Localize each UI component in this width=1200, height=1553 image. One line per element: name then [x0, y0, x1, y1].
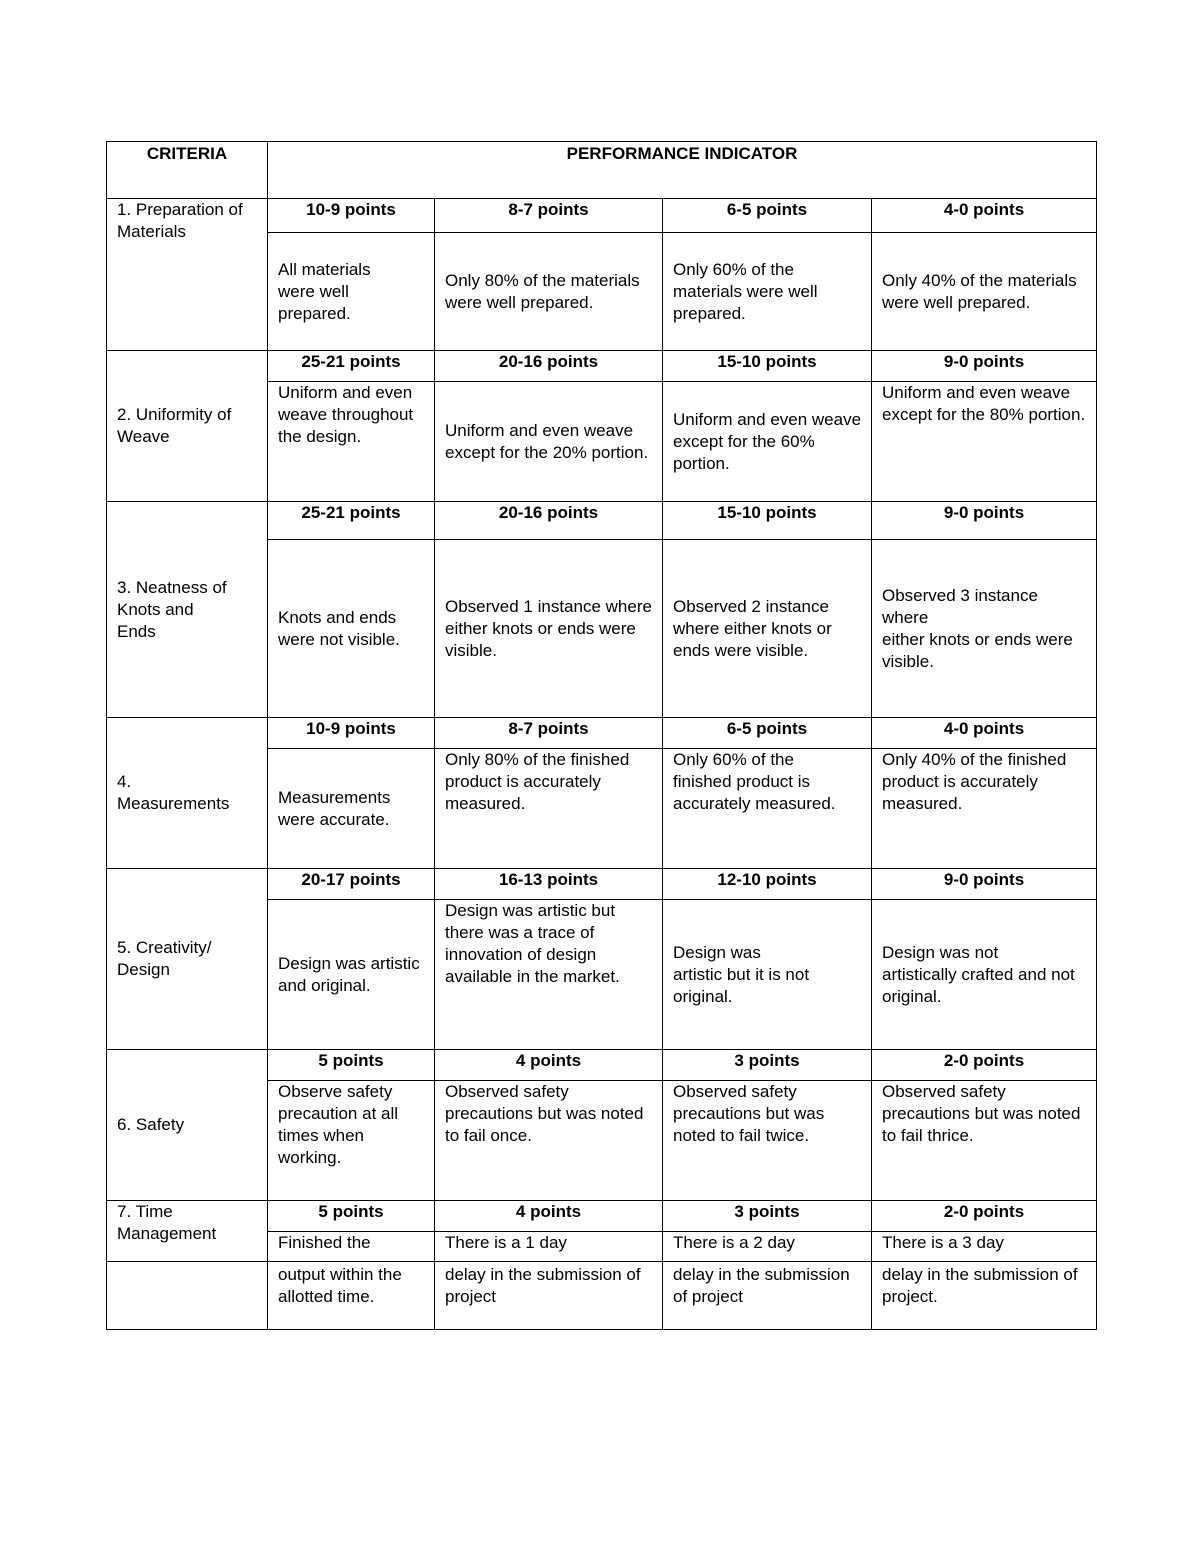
text-line: were well prepared.: [882, 292, 1031, 312]
points-cell: 15-10 points: [663, 351, 872, 382]
text-line: Materials: [117, 222, 186, 241]
text-line: available in the market.: [445, 967, 620, 986]
description-cell: [872, 749, 1097, 869]
points-cell: 25-21 points: [268, 502, 435, 540]
text-line: There is a 1 day: [445, 1233, 567, 1252]
description-cell: [663, 382, 872, 502]
text-line: delay in the submission of: [445, 1265, 641, 1284]
text-line: to fail thrice.: [882, 1126, 974, 1145]
description-cell: [435, 749, 663, 869]
points-cell: 20-16 points: [435, 351, 663, 382]
description-cell: [872, 1262, 1097, 1330]
text-line: were accurate.: [278, 809, 390, 829]
empty-criterion-cell: [107, 1262, 268, 1330]
description-cell: [663, 1081, 872, 1201]
text-line: Weave: [117, 427, 170, 446]
points-cell: 20-16 points: [435, 502, 663, 540]
text-line: measured.: [445, 794, 526, 813]
text-line: Only 40% of the materials: [882, 270, 1077, 290]
text-line: noted to fail twice.: [673, 1126, 810, 1145]
criterion-cell: [107, 869, 268, 1050]
description-cell: [435, 540, 663, 718]
text-line: measured.: [882, 794, 963, 813]
description-cell: [268, 749, 435, 869]
text-line: 1. Preparation of: [117, 200, 243, 219]
text-line: Design was: [673, 942, 761, 962]
performance-indicator-header: PERFORMANCE INDICATOR: [268, 142, 1097, 199]
description-cell: [268, 1232, 435, 1262]
text-line: Only 80% of the finished: [445, 750, 630, 769]
criterion-cell: [107, 718, 268, 869]
text-line: 5. Creativity/: [117, 938, 212, 957]
points-cell: 3 points: [663, 1050, 872, 1081]
text-line: where either knots or: [673, 618, 832, 638]
points-row: [107, 718, 1097, 749]
text-line: where: [882, 607, 929, 627]
description-cell: [872, 382, 1097, 502]
text-line: product is accurately: [445, 772, 601, 791]
text-line: precautions but was: [673, 1104, 825, 1123]
text-line: Knots and: [117, 599, 194, 619]
text-line: delay in the submission of: [882, 1265, 1078, 1284]
text-line: Measurements: [117, 794, 230, 813]
points-row: [107, 1201, 1097, 1232]
points-cell: 15-10 points: [663, 502, 872, 540]
text-line: innovation of design: [445, 945, 597, 964]
description-cell: [663, 233, 872, 351]
description-cell: [435, 900, 663, 1050]
text-line: Measurements: [278, 787, 391, 807]
description-cell: [435, 382, 663, 502]
text-line: artistically crafted and not: [882, 964, 1075, 984]
text-line: Observed safety: [445, 1082, 569, 1101]
points-cell: 5 points: [268, 1050, 435, 1081]
points-row: [107, 199, 1097, 233]
description-cell: [268, 382, 435, 502]
text-line: Observe safety: [278, 1082, 393, 1101]
text-line: Observed 2 instance: [673, 596, 829, 616]
text-line: visible.: [445, 640, 497, 660]
text-line: product is accurately: [882, 772, 1038, 791]
text-line: of project: [673, 1287, 743, 1306]
points-cell: 10-9 points: [268, 718, 435, 749]
text-line: There is a 3 day: [882, 1233, 1004, 1252]
rubric-body: [107, 142, 1097, 1330]
text-line: output within the: [278, 1265, 402, 1284]
text-line: 6. Safety: [117, 1115, 185, 1134]
text-line: delay in the submission: [673, 1265, 850, 1284]
points-cell: 20-17 points: [268, 869, 435, 900]
description-cell: [663, 749, 872, 869]
points-cell: 25-21 points: [268, 351, 435, 382]
text-line: Uniform and even weave: [445, 420, 634, 440]
text-line: either knots or ends were: [882, 629, 1073, 649]
text-line: were well prepared.: [445, 292, 594, 312]
text-line: portion.: [673, 453, 730, 473]
text-line: project: [445, 1287, 497, 1306]
points-cell: 12-10 points: [663, 869, 872, 900]
text-line: Observed 3 instance: [882, 585, 1038, 605]
text-line: Observed safety: [673, 1082, 797, 1101]
text-line: ends were visible.: [673, 640, 809, 660]
description-cell: [268, 540, 435, 718]
text-line: project.: [882, 1287, 938, 1306]
description-cell: [435, 1081, 663, 1201]
text-line: Management: [117, 1224, 217, 1243]
text-line: the design.: [278, 427, 362, 446]
text-line: precautions but was noted: [882, 1104, 1081, 1123]
points-cell: 8-7 points: [435, 718, 663, 749]
description-cell: [268, 900, 435, 1050]
text-line: Only 80% of the materials: [445, 270, 640, 290]
text-line: to fail once.: [445, 1126, 532, 1145]
description-cell: [663, 1262, 872, 1330]
rubric-table: [106, 141, 1097, 1330]
points-cell: 4-0 points: [872, 718, 1097, 749]
points-cell: 4-0 points: [872, 199, 1097, 233]
text-line: All materials: [278, 259, 371, 279]
text-line: precaution at all: [278, 1104, 399, 1123]
points-cell: 3 points: [663, 1201, 872, 1232]
text-line: prepared.: [278, 303, 351, 323]
text-line: Finished the: [278, 1233, 371, 1252]
text-line: Only 60% of the: [673, 259, 794, 279]
points-cell: 10-9 points: [268, 199, 435, 233]
description-cell: [872, 1232, 1097, 1262]
text-line: Knots and ends: [278, 607, 397, 627]
points-cell: 9-0 points: [872, 351, 1097, 382]
text-line: original.: [882, 986, 942, 1006]
text-line: were well: [278, 281, 349, 301]
criterion-cell: [107, 1050, 268, 1201]
text-line: except for the 80% portion.: [882, 405, 1086, 424]
text-line: There is a 2 day: [673, 1233, 795, 1252]
points-row: [107, 1050, 1097, 1081]
description-cell: [435, 233, 663, 351]
text-line: precautions but was noted: [445, 1104, 644, 1123]
text-line: 7. Time: [117, 1202, 173, 1221]
text-line: Ends: [117, 621, 156, 641]
points-cell: 9-0 points: [872, 869, 1097, 900]
points-row: [107, 502, 1097, 540]
text-line: original.: [673, 986, 733, 1006]
text-line: either knots or ends were: [445, 618, 636, 638]
description-cell: [268, 1081, 435, 1201]
text-line: and original.: [278, 975, 371, 995]
text-line: except for the 60%: [673, 431, 815, 451]
text-line: Design was artistic: [278, 953, 420, 973]
description-cell: [663, 1232, 872, 1262]
text-line: artistic but it is not: [673, 964, 810, 984]
criterion-cell: [107, 199, 268, 351]
text-line: times when: [278, 1126, 364, 1145]
description-continuation-row: [107, 1262, 1097, 1330]
text-line: allotted time.: [278, 1287, 375, 1306]
text-line: except for the 20% portion.: [445, 442, 649, 462]
text-line: Only 60% of the: [673, 750, 794, 769]
points-row: [107, 869, 1097, 900]
description-cell: [872, 540, 1097, 718]
points-cell: 16-13 points: [435, 869, 663, 900]
description-cell: [268, 233, 435, 351]
points-cell: 6-5 points: [663, 199, 872, 233]
description-cell: [268, 1262, 435, 1330]
text-line: Design: [117, 960, 170, 979]
description-cell: [663, 900, 872, 1050]
text-line: Uniform and even: [278, 383, 413, 402]
criteria-header: CRITERIA: [107, 142, 268, 199]
points-cell: 5 points: [268, 1201, 435, 1232]
points-cell: 6-5 points: [663, 718, 872, 749]
points-cell: 4 points: [435, 1050, 663, 1081]
text-line: materials were well: [673, 281, 818, 301]
description-cell: [663, 540, 872, 718]
text-line: visible.: [882, 651, 934, 671]
text-line: finished product is: [673, 772, 811, 791]
text-line: Design was artistic but: [445, 901, 616, 920]
text-line: there was a trace of: [445, 923, 595, 942]
criterion-cell: [107, 351, 268, 502]
text-line: 2. Uniformity of: [117, 405, 232, 424]
description-cell: [435, 1262, 663, 1330]
text-line: working.: [278, 1148, 342, 1167]
criterion-cell: [107, 502, 268, 718]
text-line: prepared.: [673, 303, 746, 323]
text-line: Observed safety: [882, 1082, 1006, 1101]
description-cell: [435, 1232, 663, 1262]
text-line: weave throughout: [278, 405, 414, 424]
points-cell: 8-7 points: [435, 199, 663, 233]
text-line: were not visible.: [278, 629, 400, 649]
text-line: accurately measured.: [673, 794, 836, 813]
description-cell: [872, 1081, 1097, 1201]
text-line: Design was not: [882, 942, 999, 962]
points-cell: 2-0 points: [872, 1201, 1097, 1232]
text-line: Uniform and even weave: [882, 383, 1071, 402]
points-cell: 9-0 points: [872, 502, 1097, 540]
points-cell: 4 points: [435, 1201, 663, 1232]
points-row: [107, 351, 1097, 382]
text-line: 4.: [117, 772, 132, 791]
description-cell: [872, 900, 1097, 1050]
text-line: Uniform and even weave: [673, 409, 862, 429]
text-line: Only 40% of the finished: [882, 750, 1067, 769]
criterion-cell: [107, 1201, 268, 1262]
text-line: Observed 1 instance where: [445, 596, 652, 616]
text-line: 3. Neatness of: [117, 577, 227, 597]
description-cell: [872, 233, 1097, 351]
header-row: [107, 142, 1097, 199]
points-cell: 2-0 points: [872, 1050, 1097, 1081]
